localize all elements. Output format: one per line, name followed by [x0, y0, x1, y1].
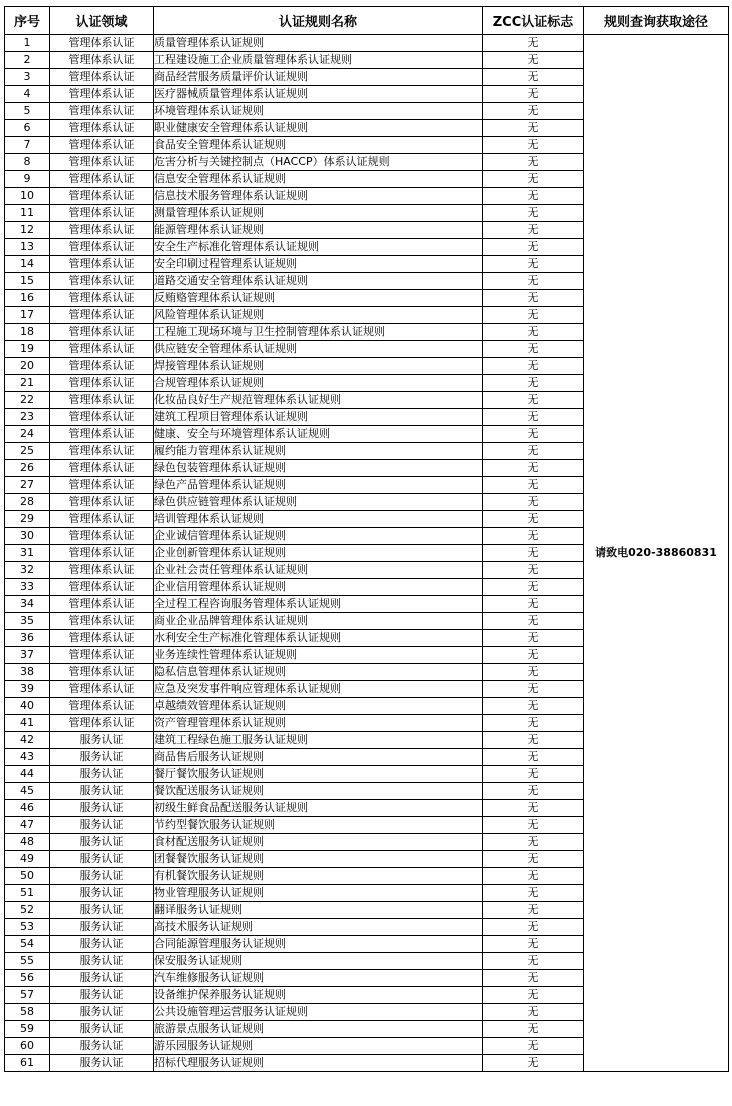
row-domain: 服务认证 [50, 800, 154, 817]
row-number: 12 [5, 222, 50, 239]
row-rule-name: 全过程工程咨询服务管理体系认证规则 [154, 596, 483, 613]
row-number: 4 [5, 86, 50, 103]
row-rule-name: 商业企业品牌管理体系认证规则 [154, 613, 483, 630]
row-number: 60 [5, 1038, 50, 1055]
row-zcc-mark: 无 [483, 69, 584, 86]
row-rule-name: 工程建设施工企业质量管理体系认证规则 [154, 52, 483, 69]
row-number: 52 [5, 902, 50, 919]
row-zcc-mark: 无 [483, 936, 584, 953]
row-rule-name: 食品安全管理体系认证规则 [154, 137, 483, 154]
row-rule-name: 翻译服务认证规则 [154, 902, 483, 919]
row-domain: 服务认证 [50, 970, 154, 987]
row-rule-name: 餐饮配送服务认证规则 [154, 783, 483, 800]
row-domain: 服务认证 [50, 919, 154, 936]
row-number: 34 [5, 596, 50, 613]
row-number: 59 [5, 1021, 50, 1038]
row-domain: 管理体系认证 [50, 69, 154, 86]
row-zcc-mark: 无 [483, 205, 584, 222]
row-zcc-mark: 无 [483, 919, 584, 936]
row-rule-name: 绿色产品管理体系认证规则 [154, 477, 483, 494]
row-domain: 服务认证 [50, 766, 154, 783]
row-number: 10 [5, 188, 50, 205]
row-number: 47 [5, 817, 50, 834]
row-number: 31 [5, 545, 50, 562]
row-domain: 管理体系认证 [50, 358, 154, 375]
row-number: 57 [5, 987, 50, 1004]
row-domain: 管理体系认证 [50, 137, 154, 154]
row-domain: 管理体系认证 [50, 494, 154, 511]
row-zcc-mark: 无 [483, 392, 584, 409]
row-rule-name: 合规管理体系认证规则 [154, 375, 483, 392]
row-zcc-mark: 无 [483, 477, 584, 494]
row-domain: 管理体系认证 [50, 715, 154, 732]
row-zcc-mark: 无 [483, 324, 584, 341]
row-zcc-mark: 无 [483, 103, 584, 120]
row-number: 55 [5, 953, 50, 970]
row-domain: 管理体系认证 [50, 409, 154, 426]
row-number: 8 [5, 154, 50, 171]
row-zcc-mark: 无 [483, 443, 584, 460]
row-domain: 管理体系认证 [50, 103, 154, 120]
row-number: 48 [5, 834, 50, 851]
row-rule-name: 绿色包装管理体系认证规则 [154, 460, 483, 477]
row-rule-name: 培训管理体系认证规则 [154, 511, 483, 528]
row-number: 28 [5, 494, 50, 511]
table-body [5, 35, 729, 1072]
row-rule-name: 建筑工程绿色施工服务认证规则 [154, 732, 483, 749]
row-rule-name: 健康、安全与环境管理体系认证规则 [154, 426, 483, 443]
row-number: 54 [5, 936, 50, 953]
row-number: 6 [5, 120, 50, 137]
row-rule-name: 安全生产标准化管理体系认证规则 [154, 239, 483, 256]
row-domain: 管理体系认证 [50, 426, 154, 443]
row-zcc-mark: 无 [483, 307, 584, 324]
row-zcc-mark: 无 [483, 222, 584, 239]
row-number: 29 [5, 511, 50, 528]
row-domain: 管理体系认证 [50, 307, 154, 324]
row-zcc-mark: 无 [483, 681, 584, 698]
row-domain: 管理体系认证 [50, 205, 154, 222]
row-zcc-mark: 无 [483, 698, 584, 715]
header-access: 规则查询获取途径 [584, 7, 729, 35]
header-domain: 认证领域 [50, 7, 154, 35]
row-domain: 管理体系认证 [50, 562, 154, 579]
row-domain: 管理体系认证 [50, 630, 154, 647]
row-domain: 服务认证 [50, 749, 154, 766]
row-zcc-mark: 无 [483, 290, 584, 307]
row-zcc-mark: 无 [483, 868, 584, 885]
row-domain: 服务认证 [50, 987, 154, 1004]
row-number: 37 [5, 647, 50, 664]
row-number: 19 [5, 341, 50, 358]
row-zcc-mark: 无 [483, 902, 584, 919]
row-rule-name: 合同能源管理服务认证规则 [154, 936, 483, 953]
row-zcc-mark: 无 [483, 817, 584, 834]
row-zcc-mark: 无 [483, 715, 584, 732]
row-rule-name: 绿色供应链管理体系认证规则 [154, 494, 483, 511]
row-number: 26 [5, 460, 50, 477]
row-domain: 管理体系认证 [50, 681, 154, 698]
row-number: 61 [5, 1055, 50, 1072]
row-domain: 管理体系认证 [50, 120, 154, 137]
row-zcc-mark: 无 [483, 52, 584, 69]
row-zcc-mark: 无 [483, 1038, 584, 1055]
row-domain: 管理体系认证 [50, 154, 154, 171]
row-number: 17 [5, 307, 50, 324]
row-number: 42 [5, 732, 50, 749]
row-number: 56 [5, 970, 50, 987]
row-rule-name: 应急及突发事件响应管理体系认证规则 [154, 681, 483, 698]
row-domain: 管理体系认证 [50, 545, 154, 562]
row-zcc-mark: 无 [483, 1021, 584, 1038]
row-domain: 服务认证 [50, 902, 154, 919]
row-zcc-mark: 无 [483, 494, 584, 511]
row-number: 44 [5, 766, 50, 783]
row-number: 13 [5, 239, 50, 256]
row-rule-name: 商品售后服务认证规则 [154, 749, 483, 766]
row-number: 15 [5, 273, 50, 290]
row-zcc-mark: 无 [483, 86, 584, 103]
row-zcc-mark: 无 [483, 239, 584, 256]
row-number: 27 [5, 477, 50, 494]
row-rule-name: 企业诚信管理体系认证规则 [154, 528, 483, 545]
row-number: 50 [5, 868, 50, 885]
row-zcc-mark: 无 [483, 596, 584, 613]
row-rule-name: 工程施工现场环境与卫生控制管理体系认证规则 [154, 324, 483, 341]
row-domain: 管理体系认证 [50, 443, 154, 460]
row-domain: 管理体系认证 [50, 324, 154, 341]
row-rule-name: 化妆品良好生产规范管理体系认证规则 [154, 392, 483, 409]
row-rule-name: 节约型餐饮服务认证规则 [154, 817, 483, 834]
row-domain: 管理体系认证 [50, 273, 154, 290]
row-number: 40 [5, 698, 50, 715]
row-domain: 管理体系认证 [50, 613, 154, 630]
row-domain: 服务认证 [50, 851, 154, 868]
row-zcc-mark: 无 [483, 358, 584, 375]
row-zcc-mark: 无 [483, 341, 584, 358]
row-rule-name: 旅游景点服务认证规则 [154, 1021, 483, 1038]
row-zcc-mark: 无 [483, 851, 584, 868]
row-domain: 服务认证 [50, 1055, 154, 1072]
row-number: 21 [5, 375, 50, 392]
row-domain: 服务认证 [50, 953, 154, 970]
row-zcc-mark: 无 [483, 137, 584, 154]
header-zcc-mark: ZCC认证标志 [483, 7, 584, 35]
row-rule-name: 职业健康安全管理体系认证规则 [154, 120, 483, 137]
row-rule-name: 隐私信息管理体系认证规则 [154, 664, 483, 681]
row-domain: 管理体系认证 [50, 647, 154, 664]
row-domain: 服务认证 [50, 783, 154, 800]
row-domain: 管理体系认证 [50, 222, 154, 239]
row-rule-name: 初级生鲜食品配送服务认证规则 [154, 800, 483, 817]
row-rule-name: 公共设施管理运营服务认证规则 [154, 1004, 483, 1021]
table-row [5, 35, 729, 52]
row-domain: 管理体系认证 [50, 188, 154, 205]
row-domain: 服务认证 [50, 1038, 154, 1055]
row-number: 30 [5, 528, 50, 545]
row-number: 43 [5, 749, 50, 766]
row-number: 11 [5, 205, 50, 222]
row-number: 5 [5, 103, 50, 120]
row-domain: 服务认证 [50, 936, 154, 953]
row-number: 39 [5, 681, 50, 698]
row-number: 23 [5, 409, 50, 426]
row-rule-name: 团餐餐饮服务认证规则 [154, 851, 483, 868]
row-rule-name: 餐厅餐饮服务认证规则 [154, 766, 483, 783]
row-domain: 服务认证 [50, 1004, 154, 1021]
row-domain: 服务认证 [50, 1021, 154, 1038]
row-number: 32 [5, 562, 50, 579]
row-rule-name: 信息安全管理体系认证规则 [154, 171, 483, 188]
row-number: 9 [5, 171, 50, 188]
row-zcc-mark: 无 [483, 732, 584, 749]
header-row [5, 7, 729, 35]
row-domain: 管理体系认证 [50, 511, 154, 528]
row-zcc-mark: 无 [483, 970, 584, 987]
row-domain: 管理体系认证 [50, 256, 154, 273]
row-rule-name: 能源管理体系认证规则 [154, 222, 483, 239]
header-rule-name: 认证规则名称 [154, 7, 483, 35]
row-rule-name: 企业信用管理体系认证规则 [154, 579, 483, 596]
row-domain: 管理体系认证 [50, 596, 154, 613]
row-rule-name: 企业社会责任管理体系认证规则 [154, 562, 483, 579]
row-zcc-mark: 无 [483, 987, 584, 1004]
row-rule-name: 测量管理体系认证规则 [154, 205, 483, 222]
row-rule-name: 食材配送服务认证规则 [154, 834, 483, 851]
row-zcc-mark: 无 [483, 256, 584, 273]
row-rule-name: 危害分析与关键控制点（HACCP）体系认证规则 [154, 154, 483, 171]
contact-phone-cell: 请致电020-38860831 [584, 35, 729, 1072]
row-number: 22 [5, 392, 50, 409]
row-zcc-mark: 无 [483, 800, 584, 817]
row-zcc-mark: 无 [483, 664, 584, 681]
row-domain: 管理体系认证 [50, 664, 154, 681]
row-rule-name: 道路交通安全管理体系认证规则 [154, 273, 483, 290]
row-number: 46 [5, 800, 50, 817]
row-zcc-mark: 无 [483, 375, 584, 392]
row-zcc-mark: 无 [483, 783, 584, 800]
row-rule-name: 履约能力管理体系认证规则 [154, 443, 483, 460]
row-rule-name: 游乐园服务认证规则 [154, 1038, 483, 1055]
row-number: 53 [5, 919, 50, 936]
row-domain: 管理体系认证 [50, 375, 154, 392]
row-rule-name: 建筑工程项目管理体系认证规则 [154, 409, 483, 426]
row-rule-name: 有机餐饮服务认证规则 [154, 868, 483, 885]
row-domain: 管理体系认证 [50, 341, 154, 358]
row-zcc-mark: 无 [483, 188, 584, 205]
row-domain: 管理体系认证 [50, 477, 154, 494]
row-rule-name: 质量管理体系认证规则 [154, 35, 483, 52]
row-domain: 服务认证 [50, 834, 154, 851]
row-zcc-mark: 无 [483, 562, 584, 579]
row-domain: 服务认证 [50, 732, 154, 749]
row-domain: 管理体系认证 [50, 239, 154, 256]
row-rule-name: 卓越绩效管理体系认证规则 [154, 698, 483, 715]
row-rule-name: 设备维护保养服务认证规则 [154, 987, 483, 1004]
row-zcc-mark: 无 [483, 409, 584, 426]
row-zcc-mark: 无 [483, 749, 584, 766]
row-number: 3 [5, 69, 50, 86]
row-number: 45 [5, 783, 50, 800]
row-number: 38 [5, 664, 50, 681]
row-domain: 管理体系认证 [50, 460, 154, 477]
row-number: 1 [5, 35, 50, 52]
row-domain: 管理体系认证 [50, 698, 154, 715]
row-number: 36 [5, 630, 50, 647]
row-zcc-mark: 无 [483, 545, 584, 562]
row-number: 33 [5, 579, 50, 596]
row-rule-name: 商品经营服务质量评价认证规则 [154, 69, 483, 86]
row-zcc-mark: 无 [483, 273, 584, 290]
row-number: 25 [5, 443, 50, 460]
row-domain: 管理体系认证 [50, 86, 154, 103]
row-zcc-mark: 无 [483, 579, 584, 596]
row-rule-name: 资产管理管理体系认证规则 [154, 715, 483, 732]
row-zcc-mark: 无 [483, 171, 584, 188]
row-zcc-mark: 无 [483, 154, 584, 171]
row-domain: 服务认证 [50, 885, 154, 902]
row-number: 7 [5, 137, 50, 154]
row-domain: 管理体系认证 [50, 52, 154, 69]
row-domain: 管理体系认证 [50, 392, 154, 409]
row-domain: 管理体系认证 [50, 579, 154, 596]
row-number: 41 [5, 715, 50, 732]
row-rule-name: 信息技术服务管理体系认证规则 [154, 188, 483, 205]
row-rule-name: 环境管理体系认证规则 [154, 103, 483, 120]
row-zcc-mark: 无 [483, 613, 584, 630]
row-number: 20 [5, 358, 50, 375]
row-rule-name: 业务连续性管理体系认证规则 [154, 647, 483, 664]
row-number: 24 [5, 426, 50, 443]
row-number: 16 [5, 290, 50, 307]
row-rule-name: 保安服务认证规则 [154, 953, 483, 970]
row-number: 14 [5, 256, 50, 273]
row-zcc-mark: 无 [483, 35, 584, 52]
row-number: 35 [5, 613, 50, 630]
row-rule-name: 招标代理服务认证规则 [154, 1055, 483, 1072]
row-zcc-mark: 无 [483, 766, 584, 783]
row-rule-name: 安全印刷过程管理系认证规则 [154, 256, 483, 273]
row-rule-name: 焊接管理体系认证规则 [154, 358, 483, 375]
row-rule-name: 高技术服务认证规则 [154, 919, 483, 936]
row-number: 49 [5, 851, 50, 868]
row-zcc-mark: 无 [483, 630, 584, 647]
row-rule-name: 医疗器械质量管理体系认证规则 [154, 86, 483, 103]
row-zcc-mark: 无 [483, 885, 584, 902]
row-rule-name: 供应链安全管理体系认证规则 [154, 341, 483, 358]
row-domain: 管理体系认证 [50, 290, 154, 307]
row-zcc-mark: 无 [483, 953, 584, 970]
row-number: 51 [5, 885, 50, 902]
row-rule-name: 企业创新管理体系认证规则 [154, 545, 483, 562]
row-domain: 服务认证 [50, 817, 154, 834]
row-rule-name: 物业管理服务认证规则 [154, 885, 483, 902]
row-zcc-mark: 无 [483, 1055, 584, 1072]
row-domain: 管理体系认证 [50, 528, 154, 545]
row-rule-name: 风险管理体系认证规则 [154, 307, 483, 324]
row-number: 58 [5, 1004, 50, 1021]
row-zcc-mark: 无 [483, 1004, 584, 1021]
header-no: 序号 [5, 7, 50, 35]
row-zcc-mark: 无 [483, 528, 584, 545]
row-zcc-mark: 无 [483, 460, 584, 477]
row-domain: 服务认证 [50, 868, 154, 885]
row-zcc-mark: 无 [483, 834, 584, 851]
row-rule-name: 汽车维修服务认证规则 [154, 970, 483, 987]
row-domain: 管理体系认证 [50, 171, 154, 188]
row-zcc-mark: 无 [483, 426, 584, 443]
row-zcc-mark: 无 [483, 120, 584, 137]
row-rule-name: 水利安全生产标准化管理体系认证规则 [154, 630, 483, 647]
row-zcc-mark: 无 [483, 647, 584, 664]
row-number: 2 [5, 52, 50, 69]
row-rule-name: 反贿赂管理体系认证规则 [154, 290, 483, 307]
certification-rules-table [4, 6, 729, 1072]
row-zcc-mark: 无 [483, 511, 584, 528]
row-domain: 管理体系认证 [50, 35, 154, 52]
row-number: 18 [5, 324, 50, 341]
